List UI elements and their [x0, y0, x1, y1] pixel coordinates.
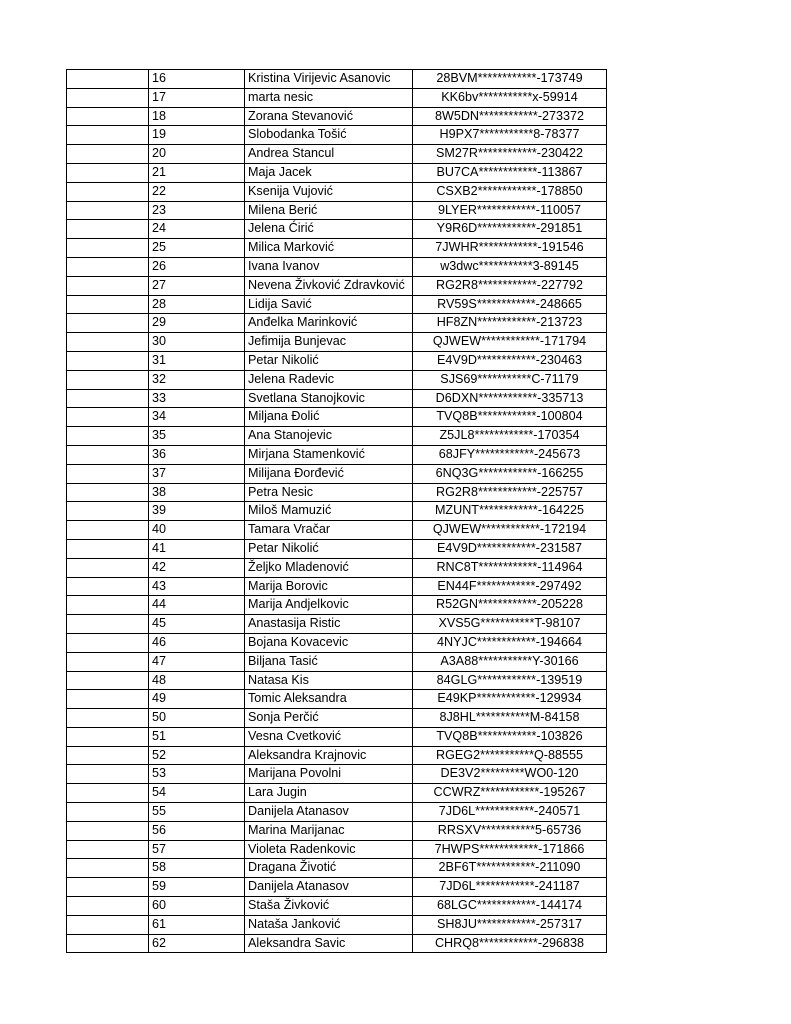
- name-cell: Jelena Radevic: [245, 370, 413, 389]
- code-cell: HF8ZN************-213723: [413, 314, 607, 333]
- name-cell: Marija Andjelkovic: [245, 596, 413, 615]
- code-cell: TVQ8B************-103826: [413, 727, 607, 746]
- blank-cell: [67, 915, 149, 934]
- name-cell: Željko Mladenović: [245, 558, 413, 577]
- table-row: [67, 88, 607, 107]
- code-cell: EN44F************-297492: [413, 577, 607, 596]
- code-cell: BU7CA************-113867: [413, 163, 607, 182]
- blank-cell: [67, 539, 149, 558]
- blank-cell: [67, 445, 149, 464]
- row-number-cell: 18: [149, 107, 245, 126]
- row-number-cell: 59: [149, 878, 245, 897]
- name-cell: Aleksandra Krajnovic: [245, 746, 413, 765]
- table-row: [67, 539, 607, 558]
- name-cell: Zorana Stevanović: [245, 107, 413, 126]
- row-number-cell: 55: [149, 803, 245, 822]
- blank-cell: [67, 408, 149, 427]
- name-cell: Miloš Mamuzić: [245, 502, 413, 521]
- table-row: [67, 483, 607, 502]
- code-cell: QJWEW************-171794: [413, 333, 607, 352]
- name-cell: Lara Jugin: [245, 784, 413, 803]
- code-cell: Z5JL8************-170354: [413, 427, 607, 446]
- table-row: [67, 239, 607, 258]
- name-cell: Maja Jacek: [245, 163, 413, 182]
- name-cell: Violeta Radenkovic: [245, 840, 413, 859]
- blank-cell: [67, 803, 149, 822]
- blank-cell: [67, 333, 149, 352]
- row-number-cell: 58: [149, 859, 245, 878]
- name-cell: Ivana Ivanov: [245, 257, 413, 276]
- row-number-cell: 31: [149, 351, 245, 370]
- row-number-cell: 60: [149, 897, 245, 916]
- table-row: [67, 521, 607, 540]
- row-number-cell: 33: [149, 389, 245, 408]
- name-cell: Danijela Atanasov: [245, 803, 413, 822]
- row-number-cell: 57: [149, 840, 245, 859]
- row-number-cell: 41: [149, 539, 245, 558]
- table-row: [67, 558, 607, 577]
- row-number-cell: 36: [149, 445, 245, 464]
- table-row: [67, 408, 607, 427]
- blank-cell: [67, 276, 149, 295]
- table-row: [67, 878, 607, 897]
- code-cell: MZUNT************-164225: [413, 502, 607, 521]
- table-row: [67, 333, 607, 352]
- code-cell: SJS69***********C-71179: [413, 370, 607, 389]
- name-cell: Bojana Kovacevic: [245, 633, 413, 652]
- name-cell: Kristina Virijevic Asanovic: [245, 70, 413, 89]
- name-cell: Marija Borovic: [245, 577, 413, 596]
- code-cell: H9PX7***********8-78377: [413, 126, 607, 145]
- row-number-cell: 48: [149, 671, 245, 690]
- table-row: [67, 577, 607, 596]
- row-number-cell: 19: [149, 126, 245, 145]
- row-number-cell: 52: [149, 746, 245, 765]
- blank-cell: [67, 934, 149, 953]
- code-cell: D6DXN************-335713: [413, 389, 607, 408]
- row-number-cell: 22: [149, 182, 245, 201]
- name-cell: Tomic Aleksandra: [245, 690, 413, 709]
- blank-cell: [67, 182, 149, 201]
- table-row: [67, 727, 607, 746]
- code-cell: 6NQ3G************-166255: [413, 464, 607, 483]
- table-row: [67, 784, 607, 803]
- name-cell: Andrea Stancul: [245, 145, 413, 164]
- blank-cell: [67, 633, 149, 652]
- table-row: [67, 596, 607, 615]
- code-cell: RV59S************-248665: [413, 295, 607, 314]
- table-row: [67, 633, 607, 652]
- name-cell: Milijana Đorđević: [245, 464, 413, 483]
- blank-cell: [67, 577, 149, 596]
- data-table: [66, 69, 607, 953]
- blank-cell: [67, 351, 149, 370]
- table-row: [67, 671, 607, 690]
- row-number-cell: 20: [149, 145, 245, 164]
- row-number-cell: 62: [149, 934, 245, 953]
- name-cell: Petar Nikolić: [245, 539, 413, 558]
- blank-cell: [67, 859, 149, 878]
- code-cell: 7JWHR************-191546: [413, 239, 607, 258]
- name-cell: Marina Marijanac: [245, 821, 413, 840]
- blank-cell: [67, 295, 149, 314]
- table-row: [67, 427, 607, 446]
- code-cell: 2BF6T************-211090: [413, 859, 607, 878]
- blank-cell: [67, 652, 149, 671]
- blank-cell: [67, 126, 149, 145]
- row-number-cell: 39: [149, 502, 245, 521]
- table-row: [67, 351, 607, 370]
- blank-cell: [67, 878, 149, 897]
- table-row: [67, 840, 607, 859]
- blank-cell: [67, 483, 149, 502]
- code-cell: 68JFY************-245673: [413, 445, 607, 464]
- code-cell: TVQ8B************-100804: [413, 408, 607, 427]
- code-cell: 4NYJC************-194664: [413, 633, 607, 652]
- table-row: [67, 746, 607, 765]
- row-number-cell: 17: [149, 88, 245, 107]
- blank-cell: [67, 464, 149, 483]
- name-cell: marta nesic: [245, 88, 413, 107]
- table-row: [67, 126, 607, 145]
- blank-cell: [67, 314, 149, 333]
- code-cell: 8J8HL***********M-84158: [413, 709, 607, 728]
- row-number-cell: 34: [149, 408, 245, 427]
- blank-cell: [67, 502, 149, 521]
- row-number-cell: 26: [149, 257, 245, 276]
- table-row: [67, 257, 607, 276]
- table-row: [67, 652, 607, 671]
- blank-cell: [67, 821, 149, 840]
- code-cell: w3dwc***********3-89145: [413, 257, 607, 276]
- blank-cell: [67, 145, 149, 164]
- row-number-cell: 45: [149, 615, 245, 634]
- code-cell: 84GLG************-139519: [413, 671, 607, 690]
- name-cell: Milena Berić: [245, 201, 413, 220]
- code-cell: 68LGC************-144174: [413, 897, 607, 916]
- name-cell: Tamara Vračar: [245, 521, 413, 540]
- name-cell: Ana Stanojevic: [245, 427, 413, 446]
- table-row: [67, 314, 607, 333]
- table-row: [67, 220, 607, 239]
- row-number-cell: 27: [149, 276, 245, 295]
- name-cell: Nataša Janković: [245, 915, 413, 934]
- row-number-cell: 25: [149, 239, 245, 258]
- code-cell: RRSXV***********5-65736: [413, 821, 607, 840]
- table-row: [67, 389, 607, 408]
- name-cell: Petar Nikolić: [245, 351, 413, 370]
- table-row: [67, 915, 607, 934]
- name-cell: Jefimija Bunjevac: [245, 333, 413, 352]
- row-number-cell: 23: [149, 201, 245, 220]
- code-cell: 8W5DN************-273372: [413, 107, 607, 126]
- code-cell: Y9R6D************-291851: [413, 220, 607, 239]
- row-number-cell: 49: [149, 690, 245, 709]
- name-cell: Sonja Perčić: [245, 709, 413, 728]
- name-cell: Natasa Kis: [245, 671, 413, 690]
- name-cell: Marijana Povolni: [245, 765, 413, 784]
- blank-cell: [67, 370, 149, 389]
- table-row: [67, 182, 607, 201]
- name-cell: Vesna Cvetković: [245, 727, 413, 746]
- table-row: [67, 70, 607, 89]
- name-cell: Mirjana Stamenković: [245, 445, 413, 464]
- name-cell: Milica Marković: [245, 239, 413, 258]
- table-row: [67, 464, 607, 483]
- blank-cell: [67, 840, 149, 859]
- blank-cell: [67, 727, 149, 746]
- table-row: [67, 934, 607, 953]
- blank-cell: [67, 897, 149, 916]
- blank-cell: [67, 88, 149, 107]
- code-cell: E4V9D************-231587: [413, 539, 607, 558]
- name-cell: Aleksandra Savic: [245, 934, 413, 953]
- blank-cell: [67, 784, 149, 803]
- name-cell: Danijela Atanasov: [245, 878, 413, 897]
- code-cell: R52GN************-205228: [413, 596, 607, 615]
- name-cell: Lidija Savić: [245, 295, 413, 314]
- name-cell: Nevena Živković Zdravković: [245, 276, 413, 295]
- code-cell: KK6bv***********x-59914: [413, 88, 607, 107]
- code-cell: DE3V2*********WO0-120: [413, 765, 607, 784]
- code-cell: CHRQ8************-296838: [413, 934, 607, 953]
- row-number-cell: 53: [149, 765, 245, 784]
- row-number-cell: 35: [149, 427, 245, 446]
- blank-cell: [67, 671, 149, 690]
- row-number-cell: 32: [149, 370, 245, 389]
- code-cell: SH8JU************-257317: [413, 915, 607, 934]
- table-row: [67, 615, 607, 634]
- blank-cell: [67, 107, 149, 126]
- table-row: [67, 445, 607, 464]
- name-cell: Ksenija Vujović: [245, 182, 413, 201]
- code-cell: RG2R8************-227792: [413, 276, 607, 295]
- table-row: [67, 145, 607, 164]
- name-cell: Slobodanka Tošić: [245, 126, 413, 145]
- code-cell: 7HWPS************-171866: [413, 840, 607, 859]
- blank-cell: [67, 709, 149, 728]
- row-number-cell: 47: [149, 652, 245, 671]
- table-row: [67, 897, 607, 916]
- blank-cell: [67, 615, 149, 634]
- blank-cell: [67, 220, 149, 239]
- table-row: [67, 821, 607, 840]
- blank-cell: [67, 746, 149, 765]
- table-row: [67, 765, 607, 784]
- code-cell: XVS5G***********T-98107: [413, 615, 607, 634]
- table-row: [67, 709, 607, 728]
- row-number-cell: 38: [149, 483, 245, 502]
- row-number-cell: 56: [149, 821, 245, 840]
- table-row: [67, 201, 607, 220]
- row-number-cell: 40: [149, 521, 245, 540]
- code-cell: CSXB2************-178850: [413, 182, 607, 201]
- blank-cell: [67, 201, 149, 220]
- row-number-cell: 54: [149, 784, 245, 803]
- code-cell: RGEG2***********Q-88555: [413, 746, 607, 765]
- blank-cell: [67, 389, 149, 408]
- row-number-cell: 24: [149, 220, 245, 239]
- name-cell: Anđelka Marinković: [245, 314, 413, 333]
- table-row: [67, 276, 607, 295]
- row-number-cell: 43: [149, 577, 245, 596]
- row-number-cell: 28: [149, 295, 245, 314]
- blank-cell: [67, 70, 149, 89]
- name-cell: Dragana Životić: [245, 859, 413, 878]
- blank-cell: [67, 257, 149, 276]
- blank-cell: [67, 690, 149, 709]
- blank-cell: [67, 558, 149, 577]
- row-number-cell: 42: [149, 558, 245, 577]
- code-cell: 7JD6L************-241187: [413, 878, 607, 897]
- table-body: [67, 70, 607, 953]
- name-cell: Anastasija Ristic: [245, 615, 413, 634]
- blank-cell: [67, 239, 149, 258]
- row-number-cell: 50: [149, 709, 245, 728]
- table-row: [67, 690, 607, 709]
- row-number-cell: 30: [149, 333, 245, 352]
- name-cell: Staša Živković: [245, 897, 413, 916]
- row-number-cell: 16: [149, 70, 245, 89]
- blank-cell: [67, 163, 149, 182]
- code-cell: 9LYER************-110057: [413, 201, 607, 220]
- code-cell: CCWRZ************-195267: [413, 784, 607, 803]
- code-cell: E4V9D************-230463: [413, 351, 607, 370]
- name-cell: Biljana Tasić: [245, 652, 413, 671]
- name-cell: Svetlana Stanojkovic: [245, 389, 413, 408]
- table-row: [67, 107, 607, 126]
- code-cell: 7JD6L************-240571: [413, 803, 607, 822]
- blank-cell: [67, 765, 149, 784]
- blank-cell: [67, 521, 149, 540]
- table-row: [67, 295, 607, 314]
- table-row: [67, 803, 607, 822]
- code-cell: RG2R8************-225757: [413, 483, 607, 502]
- row-number-cell: 21: [149, 163, 245, 182]
- row-number-cell: 37: [149, 464, 245, 483]
- row-number-cell: 46: [149, 633, 245, 652]
- row-number-cell: 44: [149, 596, 245, 615]
- row-number-cell: 51: [149, 727, 245, 746]
- name-cell: Miljana Đolić: [245, 408, 413, 427]
- code-cell: SM27R************-230422: [413, 145, 607, 164]
- table-row: [67, 370, 607, 389]
- blank-cell: [67, 427, 149, 446]
- code-cell: E49KP************-129934: [413, 690, 607, 709]
- code-cell: RNC8T************-114964: [413, 558, 607, 577]
- blank-cell: [67, 596, 149, 615]
- code-cell: QJWEW************-172194: [413, 521, 607, 540]
- table-row: [67, 859, 607, 878]
- code-cell: A3A88***********Y-30166: [413, 652, 607, 671]
- row-number-cell: 29: [149, 314, 245, 333]
- name-cell: Petra Nesic: [245, 483, 413, 502]
- table-row: [67, 163, 607, 182]
- table-row: [67, 502, 607, 521]
- row-number-cell: 61: [149, 915, 245, 934]
- code-cell: 28BVM************-173749: [413, 70, 607, 89]
- name-cell: Jelena Ćirić: [245, 220, 413, 239]
